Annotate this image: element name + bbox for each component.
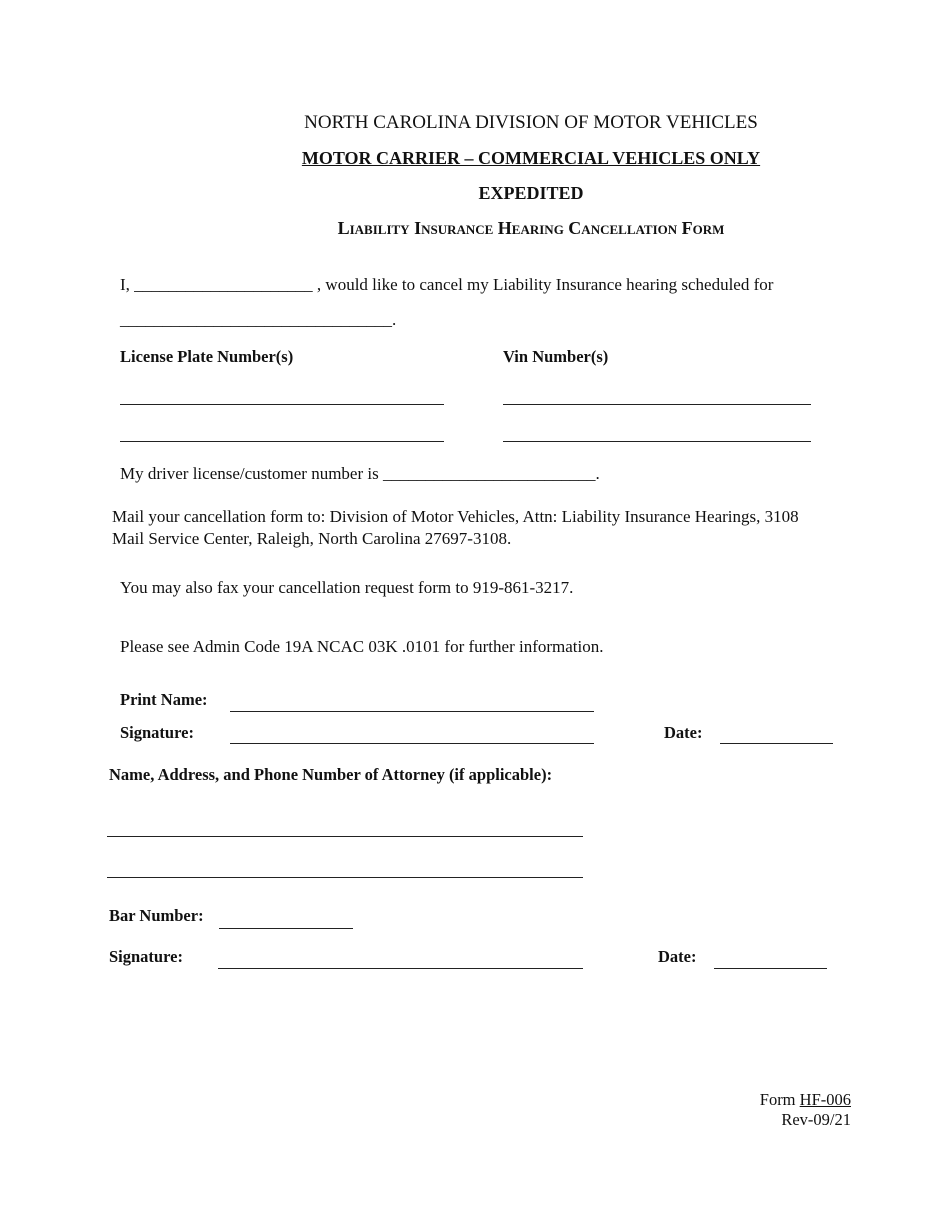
fax-instructions: You may also fax your cancellation request form to 919-861-3217.	[120, 578, 574, 597]
attorney-info-line[interactable]	[107, 877, 583, 878]
applicant-date-label: Date:	[664, 723, 703, 742]
intro-sentence	[120, 275, 773, 295]
hearing-date-end: .	[392, 310, 397, 329]
plate-column-label: License Plate Number(s)	[120, 347, 294, 366]
print-name-line[interactable]	[230, 711, 594, 712]
admin-code-note: Please see Admin Code 19A NCAC 03K .0101 for further information.	[120, 637, 604, 656]
license-text: My driver license/customer number is	[120, 464, 379, 483]
license-number-blank[interactable]: _________________________	[382, 464, 596, 483]
hearing-date-blank[interactable]: ________________________________	[120, 310, 392, 329]
form-subtitle: MOTOR CARRIER – COMMERCIAL VEHICLES ONLY	[301, 148, 761, 168]
bar-number-label: Bar Number:	[109, 906, 204, 925]
priority-label: EXPEDITED	[478, 183, 584, 203]
attorney-info-line[interactable]	[107, 836, 583, 837]
attorney-date-line[interactable]	[714, 968, 827, 969]
print-name-label: Print Name:	[120, 690, 208, 709]
intro-middle: , would like to cancel my Liability Insurance hearing scheduled for	[316, 275, 774, 294]
plate-number-line[interactable]	[120, 404, 444, 405]
applicant-signature-label: Signature:	[120, 723, 194, 742]
bar-number-line[interactable]	[219, 928, 353, 929]
license-end: .	[595, 464, 600, 483]
agency-heading: NORTH CAROLINA DIVISION OF MOTOR VEHICLES	[304, 112, 758, 133]
applicant-signature-line[interactable]	[230, 743, 594, 744]
form-prefix: Form	[759, 1090, 800, 1109]
form-footer	[760, 1090, 851, 1130]
name-blank[interactable]: _____________________	[134, 275, 313, 294]
attorney-signature-line[interactable]	[218, 968, 583, 969]
mail-instructions-line1: Mail your cancellation form to: Division of Motor Vehicles, Attn: Liability Insurance Hearings, 3108	[112, 507, 799, 526]
hearing-date-line	[120, 310, 396, 330]
license-sentence	[120, 464, 600, 484]
form-number-line	[760, 1090, 851, 1110]
vin-number-line[interactable]	[503, 404, 811, 405]
attorney-heading: Name, Address, and Phone Number of Attorney (if applicable):	[109, 765, 553, 784]
attorney-date-label: Date:	[658, 947, 697, 966]
mail-instructions-line2: Mail Service Center, Raleigh, North Carolina 27697-3108.	[112, 529, 512, 548]
form-title: Liability Insurance Hearing Cancellation Form	[337, 218, 725, 238]
plate-number-line[interactable]	[120, 441, 444, 442]
intro-prefix: I,	[120, 275, 130, 294]
form-revision: Rev-09/21	[781, 1110, 851, 1129]
vin-column-label: Vin Number(s)	[503, 347, 609, 366]
attorney-signature-label: Signature:	[109, 947, 183, 966]
vin-number-line[interactable]	[503, 441, 811, 442]
form-number: HF-006	[799, 1090, 851, 1109]
applicant-date-line[interactable]	[720, 743, 833, 744]
